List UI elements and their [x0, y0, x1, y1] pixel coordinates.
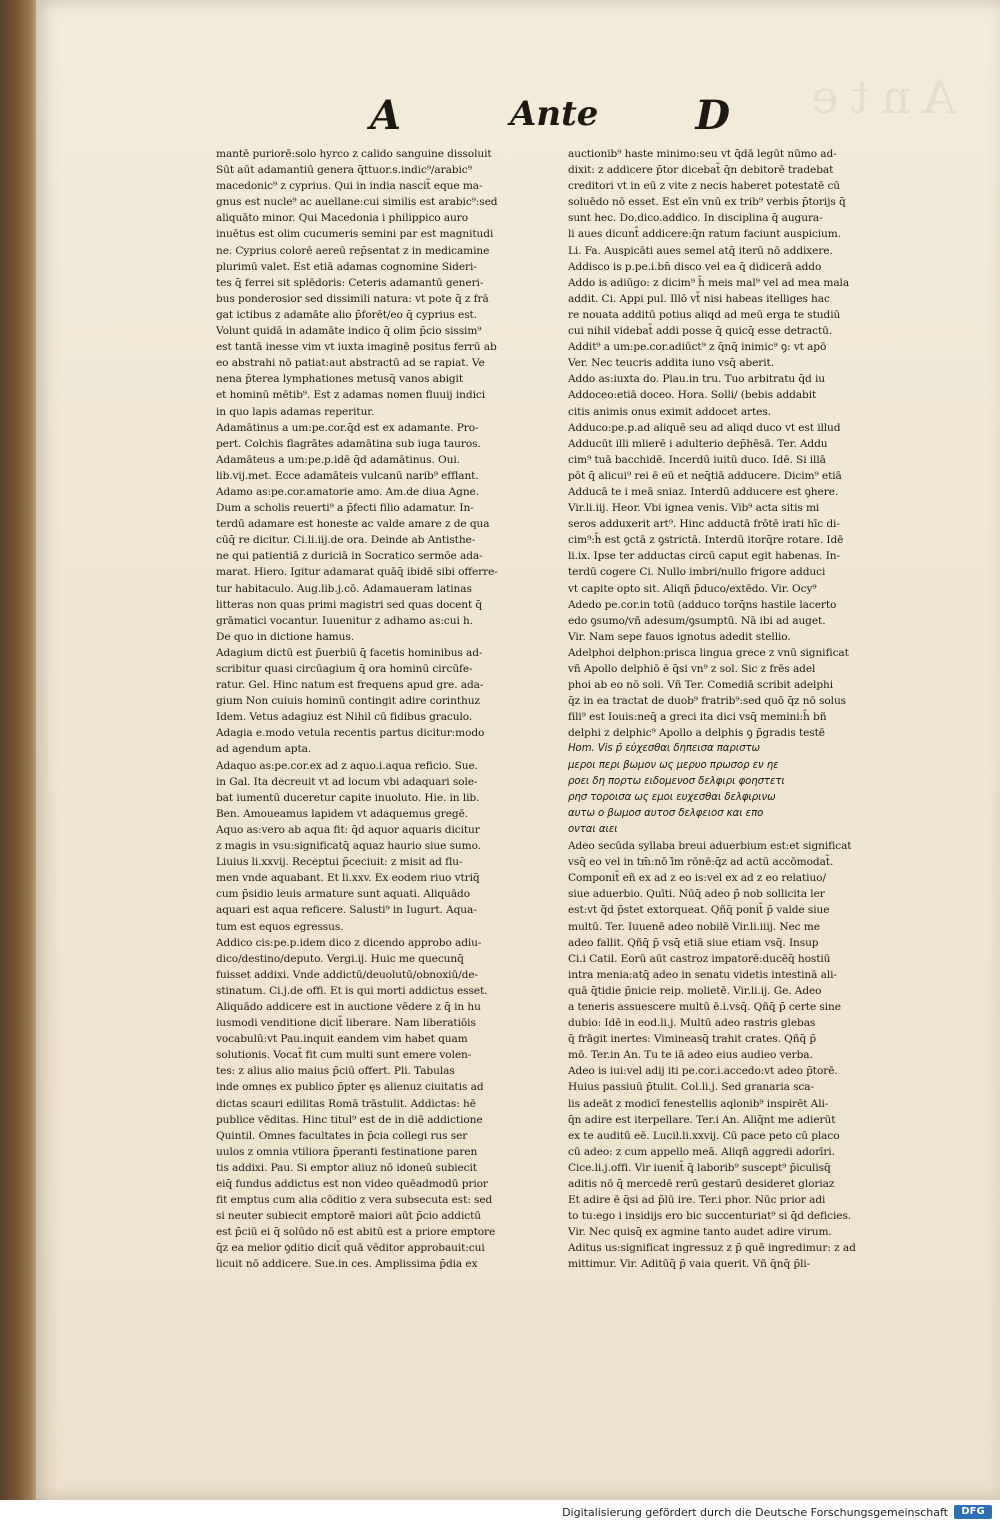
text-line: ratur. Gel. Hinc natum est frequens apud gre. ada-	[216, 679, 484, 692]
text-line: q̄n adire est iterpellare. Ter.i An. Aliq̄nt me adierūt	[568, 1113, 836, 1126]
text-line: cui nihil videbat̄ addi posse q̄ quicq̄ esse detractū.	[568, 325, 833, 338]
text-line: aditis nō q̄ mercedē rerū gestarū desideret gloriaz	[568, 1178, 835, 1190]
text-line: Dum a scholis reuerti⁹ a p̄fecti filio adamatur. In-	[216, 502, 474, 515]
text-line: Aliquādo addicere est in auctione vēdere z q̄ in hu	[216, 1000, 481, 1013]
text-line: Addisco is p.pe.i.bn̄ disco vel ea q̄ didicerā addo	[568, 260, 822, 273]
text-line: pōt q̄ alicui⁹ rei ē eū et neq̄tiā adducere. Dicim⁹ etiā	[568, 469, 842, 482]
text-line: Adducūt illi mlierē i adulterio dep̄hēsā. Ter. Addu	[568, 437, 828, 450]
text-line: in Gal. Ita decreuit vt ad locum vbi adaquari sole-	[216, 775, 478, 788]
text-line: phoi ab eo nō soli. Vñ Ter. Comediā scribit adelphi	[568, 679, 834, 692]
text-line: est p̄ciū ei q̄ solūdo nō est abitū est a priore emptore	[216, 1226, 496, 1239]
text-line: addit. Ci. Appi pul. Illō vt̄ nisi habeas itelliges hac	[568, 292, 830, 305]
text-line: Vir. Nam sepe fauos ignotus adedit stellio.	[568, 630, 791, 643]
text-line: bat iumentū duceretur capite inuoluto. Hie. in lib.	[216, 791, 480, 804]
text-line: scribitur quasi circūagium q̄ ora hominū circūfe-	[216, 663, 473, 675]
text-line: quā q̄tidie p̄nicie reip. molietē. Vir.li.ij. Ge. Adeo	[568, 984, 822, 997]
right-text-column	[568, 146, 914, 1273]
text-line: mō. Ter.in An. Tu te iā adeo eius audieo verba.	[568, 1049, 813, 1062]
text-line: et hominū mētib⁹. Est z adamas nomen fluuij indici	[216, 389, 485, 402]
text-line: gnus est nucle⁹ ac auellane:cui similis est arabic⁹:sed	[216, 196, 498, 209]
text-line: cūq̄ re dicitur. Ci.li.iij.de ora. Deinde ab Antisthe-	[216, 534, 476, 547]
text-line: Cice.li.j.offi. Vir iuenit̄ q̄ laborib⁹ suscept⁹ p̄iculisq̄	[568, 1161, 831, 1174]
text-line: eo abstrahi nō patiat:aut abstractū ad se rapiat. Ve	[216, 357, 485, 370]
text-line: bus ponderosior sed dissimili natura: vt pote q̄ z frā	[216, 292, 489, 305]
text-line: Ci.i Catil. Eorū aūt castroz impatorē:ducēq̄ hostiū	[568, 952, 831, 965]
text-line: Aquo as:vero ab aqua fit: q̄d aquor aquaris dicitur	[216, 823, 480, 836]
text-line: ροει δη πορτω ειδομενοσ δελφιρι φοηστετι	[568, 775, 785, 787]
book-binding-edge	[0, 0, 38, 1500]
text-line: ad agendum apta.	[216, 743, 312, 756]
text-line: nena p̄terea lymphationes metusq̄ vanos abigit	[216, 373, 463, 386]
text-line: iusmodi venditione dicit̄ liberare. Nam liberatiōis	[216, 1017, 476, 1030]
text-line: cū adeo: z cum appello meā. Aliqñ aggredi adorīri.	[568, 1145, 835, 1158]
text-line: q̄z in ea tractat de duob⁹ fratrib⁹:sed quō q̄z nō solus	[568, 695, 846, 708]
text-line: dixit: z addicere p̄tor dicebat̄ q̄n debitorē tradebat	[568, 164, 834, 177]
text-line: fit emptus cum alia cōditio z vera subsecuta est: sed	[216, 1194, 493, 1207]
text-line: Vir. Nec quisq̄ ex agmine tanto audet adire virum.	[568, 1226, 832, 1239]
text-line: in quo lapis adamas reperitur.	[216, 405, 375, 418]
text-line: cim⁹:h̄ est ꝯctā z ꝯstrictā. Interdū itorq̄re rotare. Idē	[568, 534, 844, 547]
text-line: gat ictibus z adamāte alio p̄forēt/eo q̄ cyprius est.	[216, 308, 477, 321]
text-line: gium Non cuiuis hominū contingit adire corinthuz	[216, 695, 480, 708]
text-line: Adamātinus a um:pe.cor.q̄d est ex adamante. Pro-	[216, 421, 479, 434]
text-line: ρησ τοροισα ως εμοι ευχεσθαι δελφιρινω	[568, 791, 776, 803]
text-line: publice vēditas. Hinc titul⁹ est de in diē addictione	[216, 1113, 483, 1126]
text-line: Adamāteus a um:pe.p.idē q̄d adamātinus. Oui.	[216, 453, 460, 466]
text-line: mittimur. Vir. Aditūq̄ p̄ vaia querit. Vñ q̄nq̄ p̄li-	[568, 1258, 811, 1271]
text-line: cim⁹ tuā bacchidē. Incerdū iuitū duco. Idē. Si illā	[568, 453, 826, 466]
text-line: solutionis. Vocat̄ fit cum multi sunt emere volen-	[216, 1049, 472, 1062]
text-line: vñ Apollo delphiō ē q̄si vn⁹ z sol. Sic z frēs adel	[568, 663, 816, 675]
text-line: vocabulū:vt Pau.inquit eandem vim habet quam	[216, 1033, 468, 1046]
text-line: lis adeāt z modicī fenestellis aqlonib⁹ inspirēt Ali-	[568, 1097, 829, 1110]
text-line: auctionib⁹ haste minimo:seu vt q̄dā legūt nūmo ad-	[568, 148, 837, 160]
text-line: Addico cis:pe.p.idem dico z dicendo approbo adiu-	[216, 936, 482, 949]
text-line: aquari est aqua reficere. Salusti⁹ in Iugurt. Aqua-	[216, 904, 477, 917]
text-line: Ben. Amoueamus lapidem vt adaquemus gregē.	[216, 807, 469, 820]
text-line: q̄z ea melior ꝯditio dicit̄ quā vēditor approbauit:cui	[216, 1242, 485, 1255]
text-line: Hom. Vis p̄ εὐχεσθαι δηπεισα παριστω	[568, 743, 760, 755]
text-line: litteras non quas primi magistri sed quas docent q̄	[216, 598, 483, 611]
text-line: Adelphoi delphon:prisca lingua grece z vnū significat	[568, 646, 849, 659]
text-line: macedonic⁹ z cyprius. Qui in india nascit̄ eque ma-	[216, 180, 483, 193]
text-line: intra menia:atq̄ adeo in senatu videtis intestinā ali-	[568, 968, 837, 981]
text-line: Volunt quidā in adamāte indico q̄ olim p̄cio sissim⁹	[216, 325, 482, 338]
text-line: Adagia e.modo vetula recentis partus dicitur:modo	[216, 727, 485, 740]
text-line: Adeo is iui:vel adij iti pe.cor.i.accedo:vt adeo p̄torē.	[568, 1065, 838, 1078]
text-line: multū. Ter. Iuuenē adeo nobilē Vir.li.iiij. Nec me	[568, 920, 820, 933]
text-line: Adamo as:pe.cor.amatorie amo. Am.de diua Agne.	[216, 485, 479, 498]
text-line: creditori vt in eū z vite z necis haberet potestatē cū	[568, 180, 841, 193]
text-line: uulos z omnia vtiliora p̄peranti festinatione paren	[216, 1145, 478, 1158]
text-line: terdū adamare est honeste ac valde amare z de qua	[216, 518, 490, 531]
text-line: Aditus us:significat ingressuz z p̄ quē ingredimur: z ad	[568, 1242, 856, 1255]
text-line: adeo fallit. Qñq̄ p̄ vsq̄ etiā siue etiam vsq̄. Insup	[568, 936, 819, 949]
text-line: est:vt q̄d p̄stet extorqueat. Qñq̄ ponit̄ p̄ valde siue	[568, 904, 830, 917]
text-line: Vir.li.iij. Heor. Vbi ignea venis. Vib⁹ acta sitis mi	[568, 502, 820, 515]
text-line: grāmatici vocantur. Iuuenitur z adhamo as:cui h.	[216, 614, 474, 627]
text-line: Huius passiuū p̄tulit. Col.li.j. Sed granaria sca-	[568, 1081, 814, 1094]
text-line: li aues dicunt̄ addicere:q̄n ratum faciunt auspicium.	[568, 228, 841, 241]
running-head-word: Ante	[510, 94, 599, 134]
text-line: Addo as:iuxta do. Plau.in tru. Tuo arbitratu q̄d iu	[568, 373, 826, 386]
text-line: inde omnes ex publico p̄pter ęs alienuz ciuitatis ad	[216, 1081, 484, 1094]
text-line: Adaquo as:pe.cor.ex ad z aquo.i.aqua reficio. Sue.	[216, 759, 478, 772]
text-line: terdū cogere Ci. Nullo imbri/nullo frigore adduci	[568, 566, 826, 579]
text-line: Quintil. Omnes facultates in p̄cia collegi rus ser	[216, 1129, 468, 1142]
text-line: ονται αιει	[568, 823, 618, 835]
text-line: ne qui patientiā z duriciā in Socratico sermōe ada-	[216, 550, 483, 563]
text-line: ex te auditū eē. Lucil.li.xxvij. Cū pace peto cū placo	[568, 1129, 840, 1142]
show-through-text: Ante	[799, 70, 956, 124]
text-line: Adedo pe.cor.in totū (adduco torq̄ns hastile lacerto	[568, 598, 837, 611]
text-line: Adduco:pe.p.ad aliquē seu ad aliqd duco vt est illud	[568, 421, 841, 434]
text-line: siue aduerbio. Quīti. Nūq̄ adeo p̄ nob sollicita ler	[568, 888, 825, 901]
text-line: edo ꝯsumo/vñ adesum/ꝯsumptū. Nā ibi ad auget.	[568, 614, 826, 627]
text-line: tum est equos egressus.	[216, 920, 344, 933]
funding-notice: Digitalisierung gefördert durch die Deutsche Forschungsgemeinschaft	[562, 1506, 948, 1519]
text-line: Addit⁹ a um:pe.cor.adiūct⁹ z q̄nq̄ inimic⁹ ꝯ: vt apō	[568, 341, 827, 354]
text-line: a teneris assuescere multū ē.i.vsq̄. Qñq̄ p̄ certe sine	[568, 1000, 841, 1013]
text-line: Idem. Vetus adagiuz est Nihil cū fidibus graculo.	[216, 711, 473, 724]
text-line: mantē puriorē:solo hyrco z calido sanguine dissoluit	[216, 148, 492, 160]
text-line: li.ix. Ipse ter adductas circū caput egit habenas. In-	[568, 550, 840, 563]
text-line: tes: z alius alio maius p̄ciū offert. Pli. Tabulas	[216, 1065, 455, 1078]
text-line: men vnde aquabant. Et li.xxv. Ex eodem riuo vtriq̄	[216, 872, 480, 885]
text-line: Adagium dictū est p̄uerbiū q̄ facetis hominibus ad-	[216, 646, 483, 659]
text-line: est tantā inesse vim vt iuxta imaginē positus ferrū ab	[216, 341, 497, 354]
text-line: inuētus est olim cucumeris semini par est magnitudi	[216, 228, 494, 241]
text-line: dico/destino/deputo. Vergi.ij. Huic me quecunq̄	[216, 952, 464, 965]
text-line: plurimū valet. Est etiā adamas cognomine Sideri-	[216, 260, 477, 273]
text-line: Adducā te i meā sniaz. Interdū adducere est ꝯhere.	[568, 485, 839, 498]
text-line: seros adduxerit art⁹. Hinc adductā frōtē irati hīc di-	[568, 518, 840, 531]
text-line: eiq̄ fundus addictus est non video quēadmodū prior	[216, 1178, 488, 1190]
text-line: De quo in dictione hamus.	[216, 630, 354, 643]
text-line: Addoceo:etiā doceo. Hora. Solli/ (bebis addabit	[568, 389, 817, 402]
text-line: si neuter subiecit emptorē maiori aūt p̄cio addictū	[216, 1210, 481, 1223]
text-line: re nouata additū potius aliqd ad meū erga te studiū	[568, 308, 841, 321]
text-line: soluēdo nō esset. Est eīn vnū ex trib⁹ verbis p̄torijs q̄	[568, 196, 846, 209]
text-line: sunt hec. Do.dico.addico. In disciplina q̄ augura-	[568, 212, 823, 225]
text-line: licuit nō addicere. Sue.in ces. Amplissima p̄dia ex	[216, 1258, 478, 1271]
text-line: delphi z delphic⁹ Apollo a delphis ꝯ p̄gradis testē	[568, 727, 825, 740]
text-line: vsq̄ eo vel in tm̄:nō ī̄m rōnē:q̄z ad actū accōmodat̄.	[568, 856, 834, 869]
text-line: tis addixi. Pau. Si emptor aliuz nō idoneū subiecit	[216, 1161, 477, 1174]
text-line: Ver. Nec teucris addita iuno vsq̄ aberit.	[568, 357, 774, 370]
digitization-footer	[0, 1500, 1000, 1524]
dfg-logo: DFG	[954, 1505, 992, 1519]
text-line: fuisset addixi. Vnde addictū/deuolutū/obnoxiū/de-	[216, 968, 478, 981]
text-line: ne. Cyprius colorē aereū rep̄sentat z in medicamine	[216, 244, 490, 257]
text-line: pert. Colchis flagrātes adamātina sub iuga tauros.	[216, 437, 481, 450]
text-line: lib.vij.met. Ecce adamāteis vulcanū narib⁹ efflant.	[216, 469, 479, 482]
text-line: dubio: Idē in eod.li.j. Multū adeo rastris glebas	[568, 1017, 816, 1030]
running-head	[370, 92, 730, 142]
text-line: marat. Hiero. Igitur adamarat quāq̄ ibidē sibi offerre-	[216, 566, 498, 579]
text-line: to tu:ego i insidijs ero bic succenturiat⁹ si q̄d deficies.	[568, 1210, 852, 1223]
text-line: citis animis onus eximit addocet artes.	[568, 405, 771, 418]
text-line: μεροι περι βωμον ως μερυο πρωσορ εν ηε	[568, 759, 779, 771]
text-line: cum p̄sidio leuis armature sunt aquati. Aliquādo	[216, 888, 471, 901]
text-line: Sūt aūt adamantiū genera q̄ttuor.s.indic⁹/arabic⁹	[216, 164, 472, 177]
text-line: tes q̄ ferrei sit splēdoris: Ceteris adamantū generi-	[216, 276, 484, 289]
text-line: Componit̄ eñ ex ad z eo is:vel ex ad z eo relatiuo/	[568, 872, 826, 885]
left-text-column	[216, 146, 556, 1273]
running-head-right-letter: D	[695, 92, 730, 139]
text-line: fili⁹ est Iouis:neq̄ a greci ita dici vsq̄ memini:h̄ bñ	[568, 711, 827, 724]
text-line: Li. Fa. Auspicāti aues semel atq̄ iterū nō addixere.	[568, 244, 833, 257]
text-line: q̄ frāgit inertes: Vimineasq̄ trahit crates. Qñq̄ p̄	[568, 1033, 817, 1046]
text-line: Addo is adiūgo: z dicim⁹ h̄ meis mal⁹ vel ad mea mala	[568, 276, 850, 289]
text-line: αυτω ο βωμοσ αυτοσ δελφειοσ και επο	[568, 807, 764, 819]
text-line: vt capite opto sit. Aliqñ p̄duco/extēdo. Vir. Ocy⁹	[568, 582, 817, 595]
text-line: stinatum. Ci.j.de offi. Et is qui morti addictus esset.	[216, 984, 488, 997]
text-line: Liuius li.xxvij. Receptui p̄ceciuit: z misit ad flu-	[216, 856, 463, 869]
running-head-left-letter: A	[370, 92, 402, 139]
text-line: dictas scauri edilitas Romā trāstulit. Addictas: hē	[216, 1097, 476, 1110]
text-line: Adeo secūda syllaba breui aduerbium est:et significat	[568, 840, 852, 853]
text-line: z magis in vsu:significatq̄ aquaz haurio siue sumo.	[216, 840, 481, 853]
text-line: Et adire ē q̄si ad p̄lū ire. Ter.i phor. Nūc prior adi	[568, 1194, 826, 1207]
text-line: tur habitaculo. Aug.lib.j.cō. Adamaueram latinas	[216, 582, 472, 595]
text-line: aliquāto minor. Qui Macedonia i philippico auro	[216, 212, 469, 225]
